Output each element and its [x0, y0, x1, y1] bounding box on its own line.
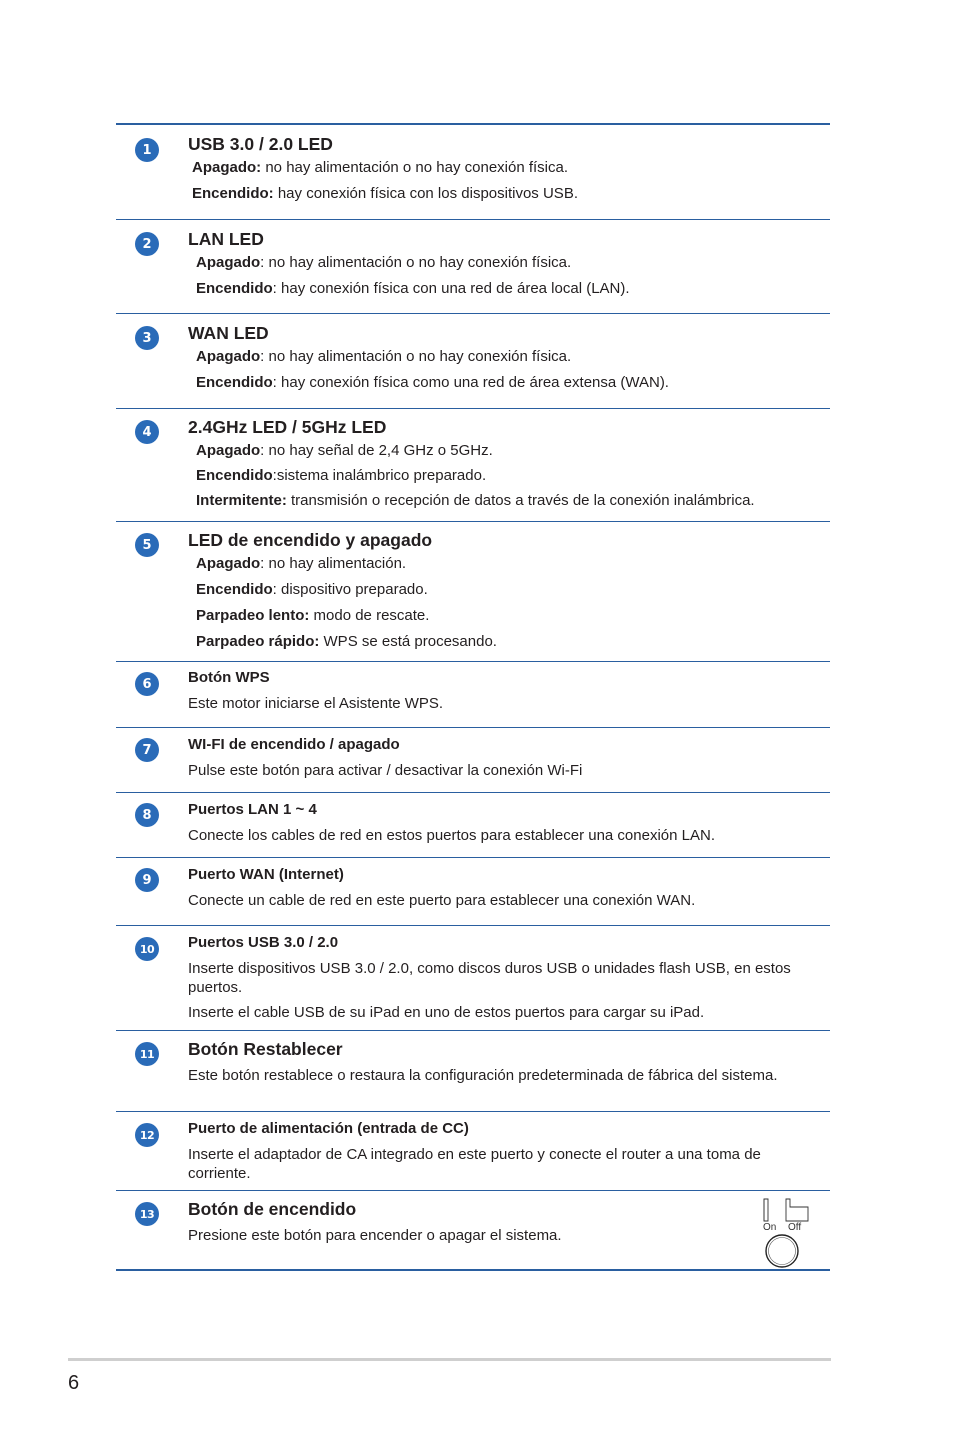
status-label: Apagado	[196, 254, 261, 271]
table-row	[116, 314, 830, 409]
item-description: Inserte el cable USB de su iPad en uno de estos puertos para cargar su iPad.	[188, 1004, 705, 1021]
item-title: Puerto de alimentación (entrada de CC)	[188, 1120, 469, 1137]
number-badge: 1	[135, 138, 159, 162]
item-description: Inserte dispositivos USB 3.0 / 2.0, como discos duros USB o unidades flash USB, en estos puertos.	[188, 960, 791, 996]
table-row	[116, 1112, 830, 1191]
status-text: modo de rescate.	[309, 607, 430, 624]
status-label: Apagado	[196, 348, 261, 365]
switch-off-icon	[786, 1199, 808, 1221]
item-description: Este motor iniciarse el Asistente WPS.	[188, 695, 444, 712]
status-text: : no hay señal de 2,4 GHz o 5GHz.	[260, 442, 493, 459]
status-label: Encendido:	[192, 185, 274, 202]
table-row	[116, 728, 830, 793]
item-description: Presione este botón para encender o apagar el sistema.	[188, 1227, 562, 1244]
item-title: WI-FI de encendido / apagado	[188, 736, 400, 753]
status-line	[188, 438, 820, 463]
status-text: : no hay alimentación o no hay conexión física.	[260, 348, 572, 365]
number-badge: 8	[135, 803, 159, 827]
status-text: : no hay alimentación o no hay conexión física.	[260, 254, 572, 271]
status-line	[188, 344, 820, 370]
status-line	[188, 370, 820, 396]
status-text: no hay alimentación o no hay conexión física.	[261, 159, 569, 176]
table-row	[116, 926, 830, 1031]
table-row	[116, 125, 830, 220]
item-title: Puerto WAN (Internet)	[188, 866, 344, 883]
status-line	[188, 577, 820, 603]
status-line	[188, 276, 820, 302]
status-label: Encendido	[196, 581, 273, 598]
status-text: :sistema inalámbrico preparado.	[272, 467, 487, 484]
table-row	[116, 662, 830, 728]
number-badge: 7	[135, 738, 159, 762]
number-badge: 6	[135, 672, 159, 696]
table-row	[116, 409, 830, 522]
status-line	[188, 488, 820, 513]
number-badge: 11	[135, 1042, 159, 1066]
status-label: Apagado:	[192, 159, 262, 176]
number-badge: 12	[135, 1123, 159, 1147]
number-badge: 10	[135, 937, 159, 961]
status-text: transmisión o recepción de datos a través de la conexión inalámbrica.	[286, 492, 755, 509]
item-title: Puertos USB 3.0 / 2.0	[188, 934, 339, 951]
on-label: On	[763, 1222, 777, 1233]
status-label: Parpadeo rápido:	[196, 633, 320, 650]
status-line	[188, 250, 820, 276]
page-number: 6	[68, 1372, 80, 1394]
table-row	[116, 1191, 830, 1271]
power-switch-icon	[762, 1197, 816, 1269]
item-title: USB 3.0 / 2.0 LED	[188, 134, 333, 154]
status-text: : no hay alimentación.	[260, 555, 407, 572]
table-row	[116, 522, 830, 662]
status-text: : dispositivo preparado.	[272, 581, 428, 598]
status-line	[188, 155, 820, 181]
status-text: WPS se está procesando.	[319, 633, 497, 650]
power-button-diagram	[762, 1197, 816, 1269]
status-line	[188, 181, 820, 207]
item-description: Conecte los cables de red en estos puertos para establecer una conexión LAN.	[188, 827, 715, 844]
item-title: Botón de encendido	[188, 1199, 357, 1219]
item-title: 2.4GHz LED / 5GHz LED	[188, 417, 387, 437]
status-label: Apagado	[196, 555, 261, 572]
item-title: Puertos LAN 1 ~ 4	[188, 801, 317, 818]
status-text: : hay conexión física como una red de área extensa (WAN).	[272, 374, 669, 391]
item-description: Este botón restablece o restaura la configuración predeterminada de fábrica del sistema.	[188, 1067, 778, 1084]
status-line	[188, 629, 820, 655]
item-title: LAN LED	[188, 229, 264, 249]
item-title: Botón Restablecer	[188, 1039, 343, 1059]
round-button-icon	[766, 1235, 798, 1267]
number-badge: 2	[135, 232, 159, 256]
status-label: Parpadeo lento:	[196, 607, 310, 624]
number-badge: 4	[135, 420, 159, 444]
status-line	[188, 603, 820, 629]
status-text: hay conexión física con los dispositivos USB.	[273, 185, 578, 202]
number-badge: 3	[135, 326, 159, 350]
switch-on-icon	[764, 1199, 768, 1221]
item-description: Inserte el adaptador de CA integrado en este puerto y conecte el router a una toma de corriente.	[188, 1146, 761, 1182]
number-badge: 9	[135, 868, 159, 892]
status-label: Apagado	[196, 442, 261, 459]
item-title: WAN LED	[188, 323, 269, 343]
status-label: Encendido	[196, 467, 273, 484]
status-label: Encendido	[196, 374, 273, 391]
item-description: Conecte un cable de red en este puerto para establecer una conexión WAN.	[188, 892, 696, 909]
off-label: Off	[788, 1222, 802, 1233]
number-badge: 13	[135, 1202, 159, 1226]
item-title: Botón WPS	[188, 669, 270, 686]
component-table	[116, 123, 830, 1271]
item-description: Pulse este botón para activar / desactivar la conexión Wi-Fi	[188, 762, 583, 779]
item-title: LED de encendido y apagado	[188, 530, 433, 550]
status-line	[188, 551, 820, 577]
number-badge: 5	[135, 533, 159, 557]
status-line	[188, 463, 820, 488]
table-row	[116, 220, 830, 314]
table-row	[116, 793, 830, 858]
status-label: Intermitente:	[196, 492, 287, 509]
table-row	[116, 858, 830, 926]
status-label: Encendido	[196, 280, 273, 297]
footer-rule	[68, 1358, 831, 1361]
table-row	[116, 1031, 830, 1112]
status-text: : hay conexión física con una red de área local (LAN).	[272, 280, 630, 297]
